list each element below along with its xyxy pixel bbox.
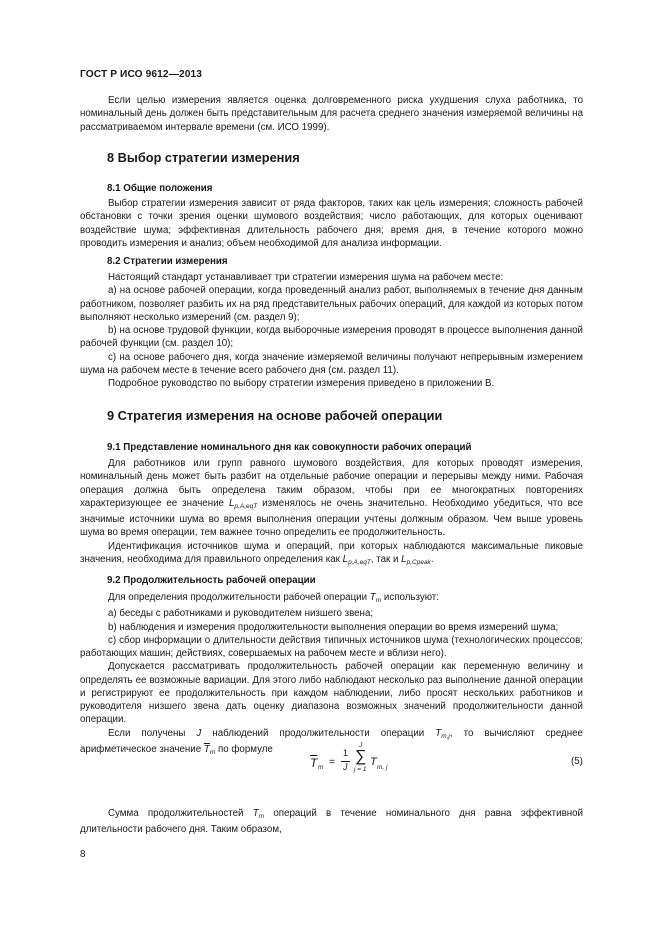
paragraph: Если получены J наблюдений продолжительности операции $T_{m,j}$, то вычисляют среднее арифметическое значение $\overline{T}_m$ по формуле — [80, 727, 583, 756]
subscript: m — [375, 597, 382, 604]
paragraph: Для работников или групп равного шумового воздействия, для которых проводят измерения, номинальный день может быть разбит на отдельные рабочие операции и перерывы между ними. Рабочая операция должна быть определена таким образом, чтобы при ее многократных повторениях характеризующее ее значение $L_{p,A,eqT}$ изменялось не очень значительно. Необходимо убедиться, что все значимые источники шума во время выполнения операции учтены должным образом. Чем выше уровень шума во время операции, тем важнее точно определить ее продолжительность. — [80, 458, 584, 539]
list-item: с) на основе рабочего дня, когда значение измеряемой величины получают непрерывным измерением шума на рабочем месте в течение всего рабочего дня (см. раздел 11). — [80, 351, 583, 376]
formula-term-sub: m, j — [377, 764, 388, 771]
paragraph: Подробное руководство по выбору стратегии измерения приведено в приложении В. — [108, 378, 495, 389]
section-8-2-heading: 8.2 Стратегии измерения — [107, 256, 228, 267]
symbol-L: L — [401, 553, 407, 565]
symbol-T: T — [252, 808, 259, 819]
formula-term: T — [370, 756, 377, 768]
subscript: m — [258, 813, 265, 820]
sigma-icon: ∑ — [355, 748, 367, 765]
section-8-2-body — [80, 271, 583, 390]
paragraph: Для определения продолжительности рабочей операции $T_m$ используют: — [108, 592, 439, 604]
section-8-heading: 8 Выбор стратегии измерения — [107, 150, 300, 165]
section-9-heading: 9 Стратегия измерения на основе рабочей операции — [107, 408, 443, 423]
list-item: b) наблюдения и измерения продолжительности выполнения операции во время измерений шума; — [108, 621, 559, 633]
subscript: m,j — [441, 732, 450, 740]
subscript: p,Cpeak — [406, 558, 431, 566]
section-9-2-continued — [80, 807, 583, 837]
formula-lhs: $\overline{T}$ — [310, 756, 318, 770]
subscript: p,A,eqT — [234, 502, 258, 510]
subscript: p,A,eqT — [348, 558, 371, 566]
formula-frac-den: J — [343, 762, 348, 772]
list-item: b) на основе трудовой функции, когда выборочные измерения проводят в процессе выполнения данной рабочей функции (см. раздел 10); — [80, 325, 583, 350]
symbol-L: L — [228, 497, 235, 509]
section-9-1-body — [80, 457, 583, 569]
formula-sum-upper: J — [359, 742, 363, 749]
paragraph: Сумма продолжительностей $T_m$ операций в течение номинального дня равна эффективной длительности рабочего дня. Таким образом, — [80, 808, 583, 836]
paragraph: Выбор стратегии измерения зависит от ряда факторов, таких как цель измерения; сложность рабочей обстановки с точки зрения оценки шумового воздействия; число работающих, для которых оценивают воздействие шума; эффективная длительность рабочего дня; время дня, в течение которого можно проводить измерения и анализ; объем необходимой для анализа информации. — [80, 198, 583, 249]
section-8-1-heading: 8.1 Общие положения — [107, 183, 213, 194]
formula-sum-lower: j = 1 — [354, 766, 367, 773]
symbol-T: T — [369, 592, 376, 603]
section-9-2-heading: 9.2 Продолжительность рабочей операции — [107, 575, 316, 586]
formula-equals: = — [329, 756, 336, 768]
section-8-1-body — [80, 197, 583, 250]
subscript: m — [209, 748, 216, 756]
page-number: 8 — [80, 849, 86, 860]
paragraph: Идентификация источников шума и операций, при которых наблюдаются максимальные пиковые значения, необходима для правильного определения как $L_{p,A,eqT}$, так и $L_{p,Cpeak}$. — [80, 540, 583, 566]
section-9-1-heading: 9.1 Представление номинального дня как совокупности рабочих операций — [107, 442, 472, 453]
list-item: а) на основе рабочей операции, когда проведенный анализ работ, выполняемых в течение дня данным работником, позволяет разбить их на ряд представительных рабочих операций, для каждой из которых потом выполняют несколько измерений (см. раздел 9); — [80, 285, 583, 323]
formula-frac-num: 1 — [343, 748, 349, 758]
paragraph: Если целью измерения является оценка долговременного риска ухудшения слуха работника, то номинальный день должен быть представительным для расчета среднего значения измеряемой величины на рассматриваемом интервале времени (см. ИСО 1999). — [80, 95, 583, 133]
formula-5 — [310, 742, 430, 780]
document-header: ГОСТ Р ИСО 9612—2013 — [80, 69, 203, 80]
symbol-T: T — [435, 727, 442, 739]
symbol-T-mean: $\overline{T}$ — [203, 743, 210, 755]
intro-block — [80, 94, 583, 134]
symbol-L: L — [342, 553, 349, 565]
formula-number: (5) — [571, 756, 583, 767]
section-9-2-body — [80, 591, 583, 759]
list-item: а) беседы с работниками и руководителем низшего звена; — [108, 608, 374, 620]
paragraph: Настоящий стандарт устанавливает три стратегии измерения шума на рабочем месте: — [108, 272, 504, 283]
paragraph: Допускается рассматривать продолжительность рабочей операции как переменную величину и определять ее возможные вариации. Для этого либо наблюдают несколько раз выполнение данной операции и регистрируют ее продолжительность при каждом наблюдении, либо просят нескольких работников и руководителя низшего звена дать оценку диапазона возможных значений продолжительности данной операции. — [80, 661, 583, 726]
formula-lhs-sub: m — [318, 764, 324, 771]
list-item: с) сбор информации о длительности действия типичных источников шума (технологических процессов; работающих машин; действиях, совершаемых на рабочем месте и вблизи него). — [80, 634, 583, 659]
